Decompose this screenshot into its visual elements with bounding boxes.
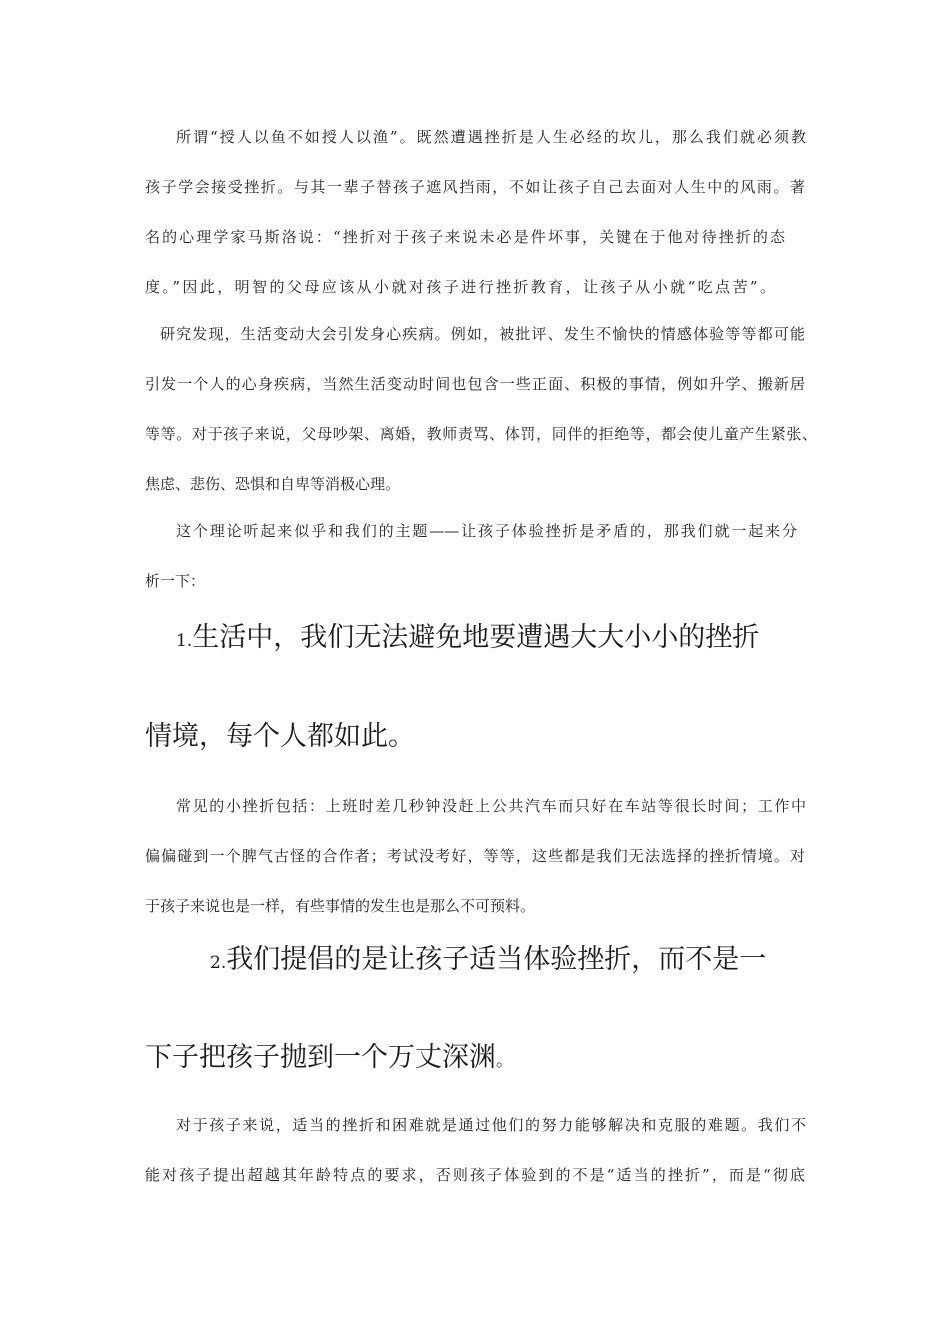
paragraph-3-line-2: 析一下： [145,572,206,590]
paragraph-3-line-1: 这个理论听起来似乎和我们的主题——让孩子体验挫折是矛盾的，那我们就一起来分 [176,522,797,540]
paragraph-5-line-2: 能对孩子提出超越其年龄特点的要求，否则孩子体验到的不是“适当的挫折”，而是“彻底 [145,1166,805,1184]
heading-2-text: 我们提倡的是让孩子适当体验挫折，而不是一 [226,944,767,975]
paragraph-1-line-4: 度。”因此，明智的父母应该从小就对孩子进行挫折教育，让孩子从小就“吃点苦”。 [145,278,775,296]
paragraph-2-line-1: 研究发现，生活变动大会引发身心疾病。例如，被批评、发生不愉快的情感体验等等都可能 [160,325,805,343]
heading-2-number: 2. [210,953,227,973]
paragraph-1-line-2: 孩子学会接受挫折。与其一辈子替孩子遮风挡雨，不如让孩子自己去面对人生中的风雨。著 [145,178,805,196]
heading-2-line-1 [210,942,766,981]
heading-2-end: 。 [496,1051,513,1071]
heading-2-line-2 [145,1040,513,1079]
heading-1-line-1 [176,620,759,659]
paragraph-1-line-3: 名的心理学家马斯洛说：“挫折对于孩子来说未必是件坏事，关键在于他对待挫折的态 [145,228,785,246]
paragraph-4-line-1: 常见的小挫折包括：上班时差几秒钟没赶上公共汽车而只好在车站等很长时间；工作中 [176,797,806,815]
heading-1-number: 1. [176,631,193,651]
paragraph-5-line-1: 对于孩子来说，适当的挫折和困难就是通过他们的努力能够解决和克服的难题。我们不 [176,1116,806,1134]
paragraph-2-line-3: 等等。对于孩子来说，父母吵架、离婚，教师责骂、体罚，同伴的拒绝等，都会使儿童产生紧张、 [145,425,817,443]
heading-1-line-2: 情境，每个人都如此。 [145,721,415,752]
paragraph-4-line-3: 于孩子来说也是一样，有些事情的发生也是那么不可预料。 [145,897,536,915]
paragraph-2-line-4: 焦虑、悲伤、恐惧和自卑等消极心理。 [145,475,401,493]
heading-2-text-2: 下子把孩子抛到一个万丈深渊 [145,1042,496,1073]
paragraph-4-line-2: 偏偏碰到一个脾气古怪的合作者；考试没考好，等等，这些都是我们无法选择的挫折情境。对 [145,847,805,865]
paragraph-1-line-1: 所谓“授人以鱼不如授人以渔”。既然遭遇挫折是人生必经的坎儿，那么我们就必须教 [176,128,806,146]
heading-1-text: 生活中，我们无法避免地要遭遇大大小小的挫折 [192,622,760,653]
paragraph-2-line-2: 引发一个人的心身疾病，当然生活变动时间也包含一些正面、积极的事情，例如升学、搬新居 [145,375,805,393]
